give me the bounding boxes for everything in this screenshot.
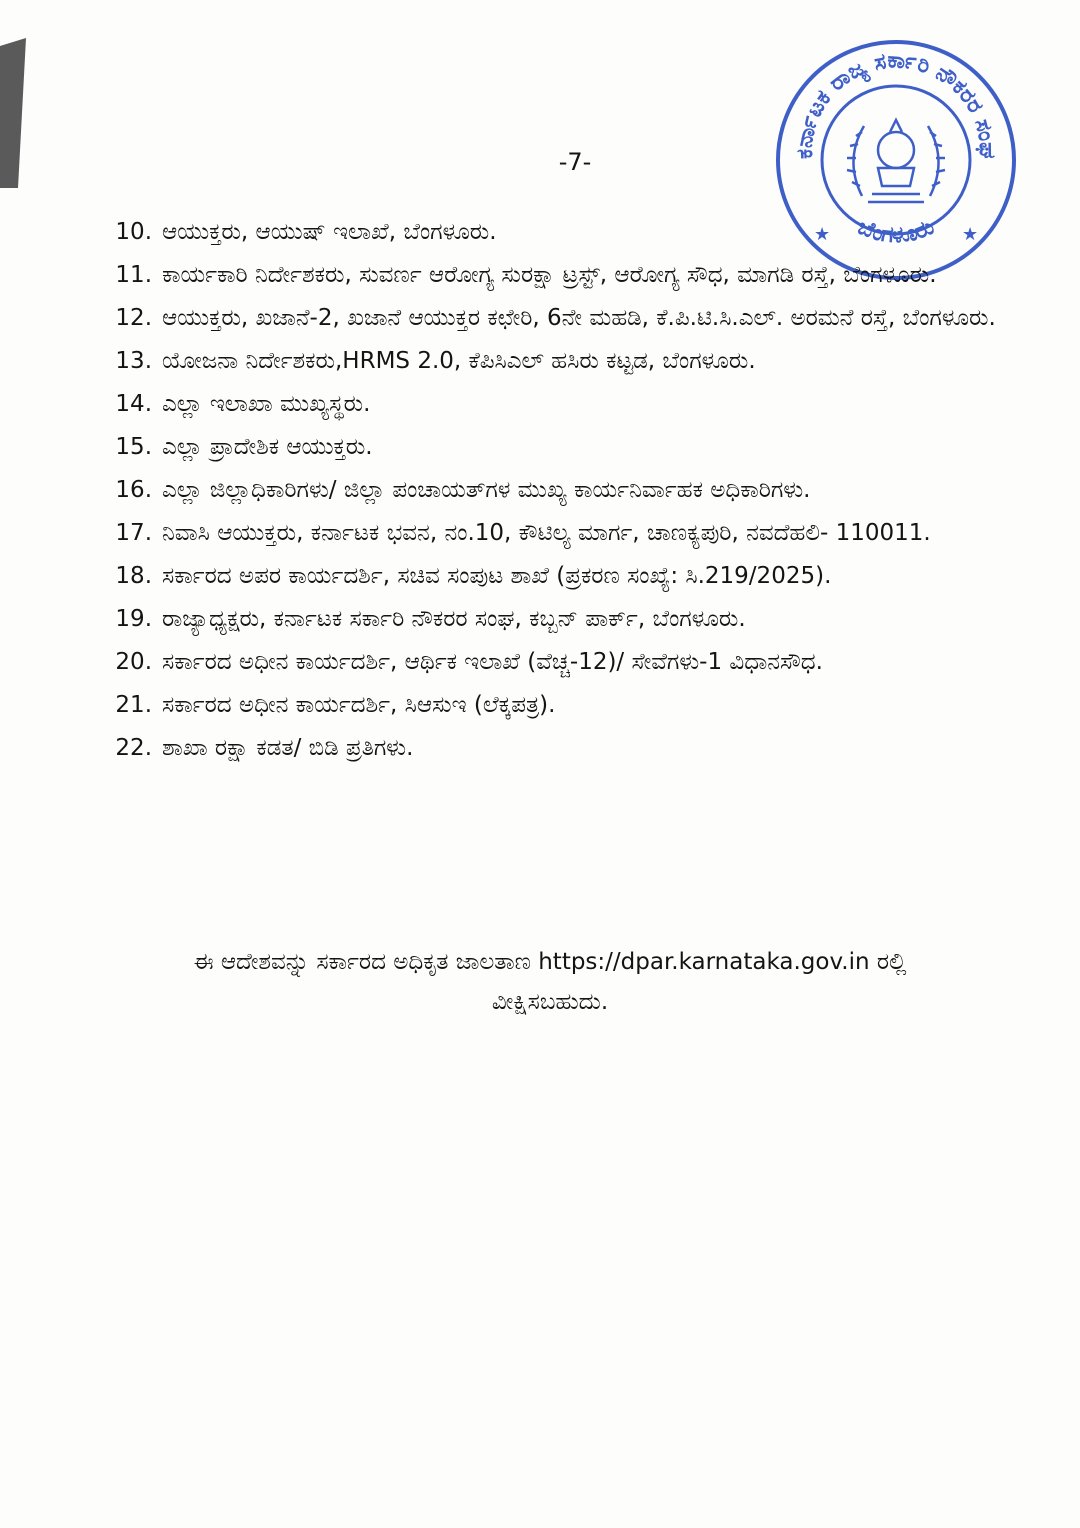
list-item	[100, 642, 1000, 682]
list-item-number: 11.	[115, 262, 152, 288]
list-item-text: ಎಲ್ಲಾ ಜಿಲ್ಲಾಧಿಕಾರಿಗಳು/ ಜಿಲ್ಲಾ ಪಂಚಾಯತ್‌ಗಳ ಮುಖ್ಯ ಕಾರ್ಯನಿರ್ವಾಹಕ ಅಧಿಕಾರಿಗಳು.	[162, 477, 811, 503]
list-item-text: ಎಲ್ಲಾ ಪ್ರಾದೇಶಿಕ ಆಯುಕ್ತರು.	[162, 434, 373, 460]
list-item-number: 17.	[115, 520, 152, 546]
list-item-number: 22.	[115, 735, 152, 761]
list-item-number: 13.	[115, 348, 152, 374]
website-note: ಈ ಆದೇಶವನ್ನು ಸರ್ಕಾರದ ಅಧಿಕೃತ ಜಾಲತಾಣ https://dpar.karnataka.gov.in ರಲ್ಲಿ ವೀಕ್ಷಿಸಬಹುದು.	[193, 949, 907, 1015]
list-item-text: ಸರ್ಕಾರದ ಅಧೀನ ಕಾರ್ಯದರ್ಶಿ, ಆರ್ಥಿಕ ಇಲಾಖೆ (ವೆಚ್ಚ-12)/ ಸೇವೆಗಳು-1 ವಿಧಾನಸೌಧ.	[162, 649, 823, 675]
list-item-number: 10.	[115, 219, 152, 245]
seal-emblem-icon	[847, 120, 945, 202]
list-item-number: 12.	[115, 305, 152, 331]
list-item	[100, 427, 1000, 467]
seal-city-text: ಬೆಂಗಳೂರು	[854, 214, 938, 249]
list-item-text: ರಾಜ್ಯಾಧ್ಯಕ್ಷರು, ಕರ್ನಾಟಕ ಸರ್ಕಾರಿ ನೌಕರರ ಸಂಘ, ಕಬ್ಬನ್ ಪಾರ್ಕ್, ಬೆಂಗಳೂರು.	[162, 606, 746, 632]
list-item-text: ಯೋಜನಾ ನಿರ್ದೇಶಕರು,HRMS 2.0, ಕೆಪಿಸಿಎಲ್ ಹಸಿರು ಕಟ್ಟಡ, ಬೆಂಗಳೂರು.	[162, 348, 756, 374]
list-item	[100, 556, 1000, 596]
list-item-number: 15.	[115, 434, 152, 460]
seal-text: ಕರ್ನಾಟಕ ರಾಜ್ಯ ಸರ್ಕಾರಿ ನೌಕರರ ಸಂಘ	[792, 48, 1000, 160]
list-item-number: 18.	[115, 563, 152, 589]
list-item	[100, 298, 1000, 338]
page-edge-mark	[0, 38, 34, 188]
list-item-number: 19.	[115, 606, 152, 632]
list-item-text: ಸರ್ಕಾರದ ಅಪರ ಕಾರ್ಯದರ್ಶಿ, ಸಚಿವ ಸಂಪುಟ ಶಾಖೆ (ಪ್ರಕರಣ ಸಂಖ್ಯೆ: ಸಿ.219/2025).	[162, 563, 832, 589]
svg-text:★: ★	[962, 224, 979, 245]
list-item	[100, 255, 1000, 295]
list-item-number: 20.	[115, 649, 152, 675]
list-item	[100, 728, 1000, 768]
list-item	[100, 470, 1000, 510]
list-item	[100, 599, 1000, 639]
copy-to-list	[100, 212, 1000, 771]
list-item	[100, 685, 1000, 725]
list-item-number: 14.	[115, 391, 152, 417]
list-item-text: ಶಾಖಾ ರಕ್ಷಾ ಕಡತ/ ಬಿಡಿ ಪ್ರತಿಗಳು.	[162, 735, 414, 761]
page-number: -7-	[558, 148, 592, 176]
svg-text:★: ★	[814, 224, 831, 245]
list-item-text: ಎಲ್ಲಾ ಇಲಾಖಾ ಮುಖ್ಯಸ್ಥರು.	[162, 391, 371, 417]
list-item-text: ಸರ್ಕಾರದ ಅಧೀನ ಕಾರ್ಯದರ್ಶಿ, ಸಿಆಸುಇ (ಲೆಕ್ಕಪತ್ರ).	[162, 692, 556, 718]
list-item-number: 16.	[115, 477, 152, 503]
list-item-text: ಕಾರ್ಯಕಾರಿ ನಿರ್ದೇಶಕರು, ಸುವರ್ಣ ಆರೋಗ್ಯ ಸುರಕ್ಷಾ ಟ್ರಸ್ಟ್, ಆರೋಗ್ಯ ಸೌಧ, ಮಾಗಡಿ ರಸ್ತೆ, ಬೆಂಗಳೂರು.	[162, 262, 937, 288]
list-item-text: ನಿವಾಸಿ ಆಯುಕ್ತರು, ಕರ್ನಾಟಕ ಭವನ, ನಂ.10, ಕೌಟಿಲ್ಯ ಮಾರ್ಗ, ಚಾಣಕ್ಯಪುರಿ, ನವದೆಹಲಿ- 110011.	[162, 520, 931, 546]
list-item-text: ಆಯುಕ್ತರು, ಆಯುಷ್ ಇಲಾಖೆ, ಬೆಂಗಳೂರು.	[162, 219, 497, 245]
list-item	[100, 384, 1000, 424]
list-item-text: ಆಯುಕ್ತರು, ಖಜಾನೆ-2, ಖಜಾನೆ ಆಯುಕ್ತರ ಕಛೇರಿ, 6ನೇ ಮಹಡಿ, ಕೆ.ಪಿ.ಟಿ.ಸಿ.ಎಲ್. ಅರಮನೆ ರಸ್ತೆ, ಬೆಂಗಳೂರು.	[162, 305, 996, 331]
list-item	[100, 212, 1000, 252]
list-item	[100, 341, 1000, 381]
list-item-number: 21.	[115, 692, 152, 718]
list-item	[100, 513, 1000, 553]
